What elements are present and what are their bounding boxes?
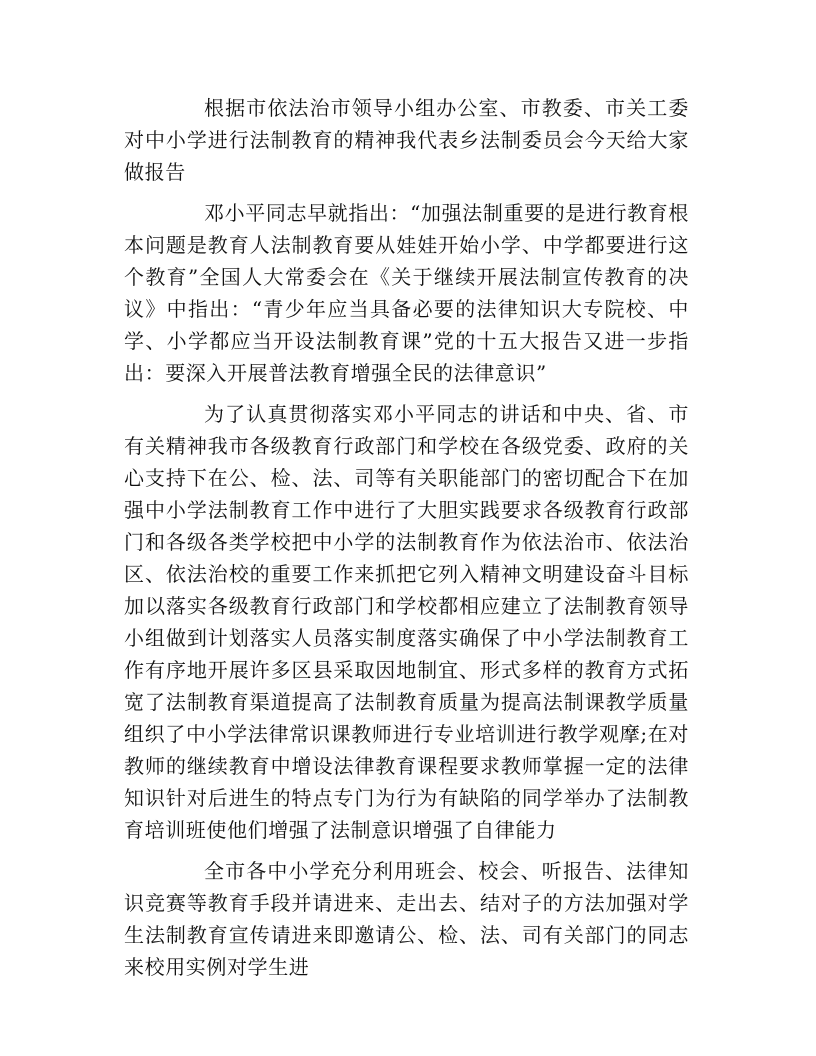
document-page: [124, 92, 689, 983]
paragraph-3: 为了认真贯彻落实邓小平同志的讲话和中央、省、市有关精神我市各级教育行政部门和学校在各级党委、政府的关心支持下在公、检、法、司等有关职能部门的密切配合下在加强中小学法制教育工作中进行了大胆实践要求各级教育行政部门和各级各类学校把中小学的法制教育作为依法治市、依法治区、依法治校的重要工作来抓把它列入精神文明建设奋斗目标加以落实各级教育行政部门和学校都相应建立了法制教育领导小组做到计划落实人员落实制度落实确保了中小学法制教育工作有序地开展许多区县采取因地制宜、形式多样的教育方式拓宽了法制教育渠道提高了法制教育质量为提高法制课教学质量组织了中小学法律常识课教师进行专业培训进行教学观摩;在对教师的继续教育中增设法律教育课程要求教师掌握一定的法律知识针对后进生的特点专门为行为有缺陷的同学举办了法制教育培训班使他们增强了法制意识增强了自律能力: [124, 402, 689, 842]
paragraph-2: 邓小平同志早就指出：“加强法制重要的是进行教育根本问题是教育人法制教育要从娃娃开始小学、中学都要进行这个教育”全国人大常委会在《关于继续开展法制宣传教育的决议》中指出：“青少年应当具备必要的法律知识大专院校、中学、小学都应当开设法制教育课”党的十五大报告又进一步指出：要深入开展普法教育增强全民的法律意识”: [124, 201, 689, 385]
paragraph-4: 全市各中小学充分利用班会、校会、听报告、法律知识竞赛等教育手段并请进来、走出去、结对子的方法加强对学生法制教育宣传请进来即邀请公、检、法、司有关部门的同志来校用实例对学生进: [124, 859, 689, 979]
paragraph-1: 根据市依法治市领导小组办公室、市教委、市关工委对中小学进行法制教育的精神我代表乡法制委员会今天给大家做报告: [124, 96, 689, 184]
